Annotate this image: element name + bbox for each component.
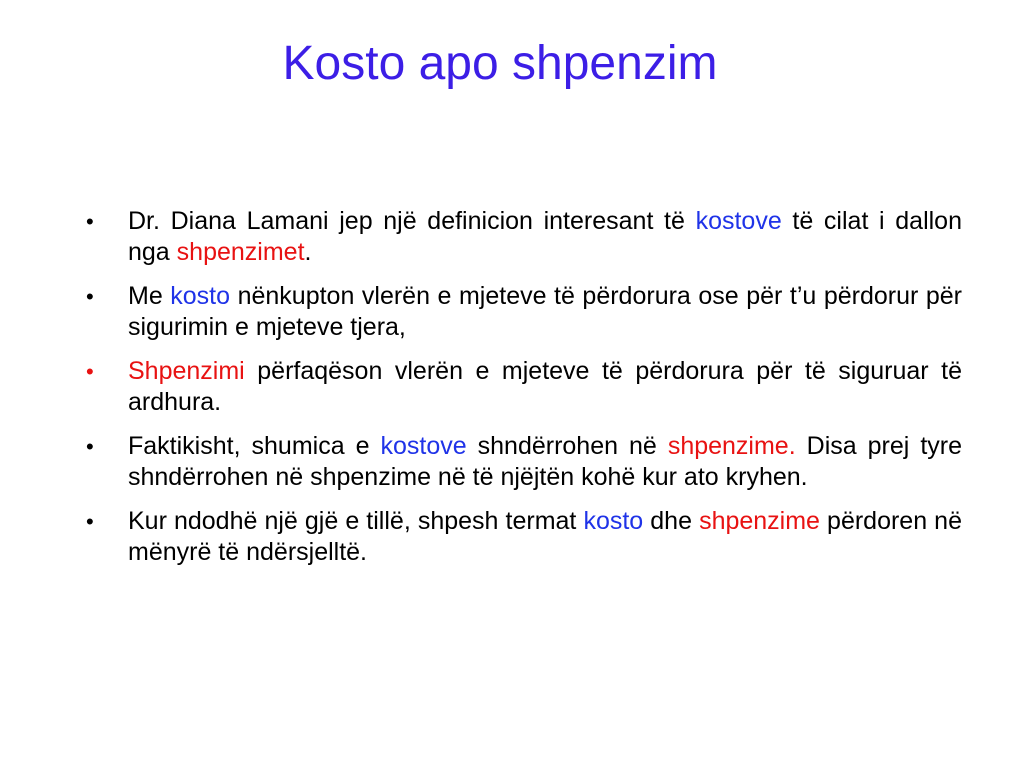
keyword-kosto: kosto xyxy=(583,507,644,535)
text-segment: Me xyxy=(128,282,171,310)
bullet-text xyxy=(128,507,962,566)
text-segment: përdoren në mënyrë të ndërsjelltë. xyxy=(128,507,962,566)
bullet-item xyxy=(86,506,962,568)
keyword-shpenzimi: Shpenzimi xyxy=(128,357,245,385)
keyword-shpenzimet: shpenzimet xyxy=(176,238,305,266)
text-segment: . xyxy=(304,238,312,266)
bullet-item xyxy=(86,356,962,418)
text-segment: Dr. Diana Lamani jep një definicion interesant të xyxy=(128,207,696,235)
bullet-item xyxy=(86,431,962,493)
bullet-item xyxy=(86,281,962,343)
keyword-kostove: kostove xyxy=(695,207,782,235)
text-segment: Faktikisht, shumica e xyxy=(128,432,381,460)
text-segment: Kur ndodhë një gjë e tillë, shpesh termat xyxy=(128,507,584,535)
bullet-text xyxy=(128,282,962,341)
bullet-item xyxy=(86,206,962,268)
slide-title: Kosto apo shpenzim xyxy=(282,37,718,90)
bullet-list xyxy=(86,206,962,581)
text-segment: nënkupton vlerën e mjeteve të përdorura ose për t’u përdorur për sigurimin e mjeteve tjera, xyxy=(128,282,962,341)
text-segment: Disa prej tyre shndërrohen në shpenzime në të njëjtën kohë kur ato kryhen. xyxy=(128,432,963,491)
keyword-kostove: kostove xyxy=(380,432,467,460)
keyword-kosto: kosto xyxy=(170,282,231,310)
bullet-marker: • xyxy=(86,359,94,384)
bullet-text xyxy=(128,357,962,416)
bullet-marker: • xyxy=(86,434,94,459)
text-segment: shndërrohen në xyxy=(466,432,668,460)
keyword-shpenzime: shpenzime xyxy=(699,507,820,535)
bullet-marker: • xyxy=(86,209,94,234)
text-segment: përfaqëson vlerën e mjeteve të përdorura për të siguruar të ardhura. xyxy=(128,357,962,416)
bullet-text xyxy=(128,207,962,266)
text-segment: dhe xyxy=(643,507,700,535)
bullet-marker: • xyxy=(86,509,94,534)
bullet-marker: • xyxy=(86,284,94,309)
bullet-text xyxy=(128,432,962,491)
keyword-shpenzime: shpenzime. xyxy=(667,432,796,460)
text-segment: të cilat i dallon nga xyxy=(128,207,962,266)
